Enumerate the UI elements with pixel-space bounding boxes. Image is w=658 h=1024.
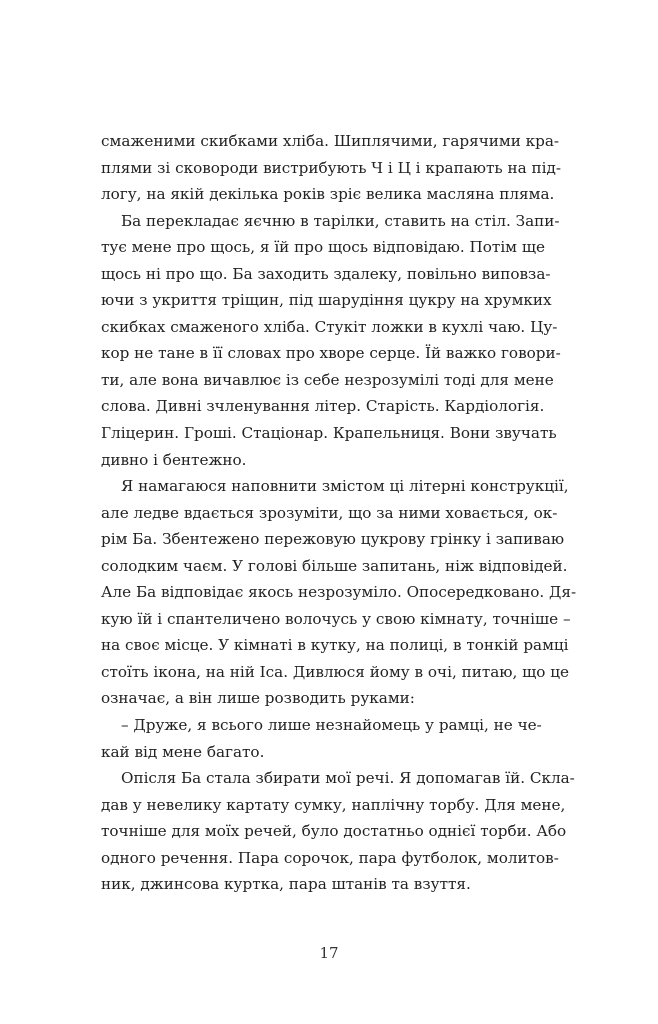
text-line: – Друже, я всього лише незнайомець у рамці, не че- [121,716,542,735]
text-line: Але Ба відповідає якось незрозуміло. Опосередковано. Дя- [101,583,577,602]
text-line: кай від мене багато. [101,742,265,761]
text-line: ти, але вона вичавлює із себе незрозумілі тоді для мене [101,370,554,389]
text-line: стоїть ікона, на ній Іса. Дивлюся йому в очі, питаю, що це [101,662,570,681]
text-line: дав у невелику картату сумку, наплічну торбу. Для мене, [101,795,566,814]
text-line: рім Ба. Збентежено пережовую цукрову грінку і запиваю [101,530,565,549]
text-line: ник, джинсова куртка, пара штанів та взуття. [101,875,471,894]
text-line: тує мене про щось, я їй про щось відповідаю. Потім ще [101,238,545,257]
body-text [101,128,577,898]
text-line: на своє місце. У кімнаті в кутку, на полиці, в тонкій рамці [101,636,569,655]
text-line: скибках смаженого хліба. Стукіт ложки в кухлі чаю. Цу- [101,317,558,336]
page-number: 17 [319,944,339,962]
text-line: Ба перекладає яєчню в тарілки, ставить на стіл. Запи- [121,211,560,230]
text-line: плями зі сковороди вистрибують Ч і Ц і крапають на під- [101,158,561,177]
text-line: Я намагаюся наповнити змістом ці літерні конструкції, [121,477,569,496]
text-line: дивно і бентежно. [101,450,247,469]
text-line: Гліцерин. Гроші. Стаціонар. Крапельниця. Вони звучать [101,424,557,443]
text-line: одного речення. Пара сорочок, пара футболок, молитов- [101,848,559,867]
text-line: слова. Дивні зчленування літер. Старість. Кардіологія. [101,397,545,416]
text-line: кую їй і спантеличено волочусь у свою кімнату, точніше – [101,609,571,628]
text-line: означає, а він лише розводить руками: [101,689,415,708]
text-line: Опісля Ба стала збирати мої речі. Я допомагав їй. Скла- [121,769,575,788]
text-line: але ледве вдається зрозуміти, що за ними ховається, ок- [101,503,558,522]
text-line: смаженими скибками хліба. Шиплячими, гарячими кра- [101,132,560,150]
text-line: кор не тане в її словах про хворе серце. Їй важко говори- [101,344,561,363]
text-line: солодким чаєм. У голові більше запитань, ніж відповідей. [101,556,568,575]
text-line: щось ні про що. Ба заходить здалеку, повільно виповза- [101,264,551,283]
text-line: ючи з укриття тріщин, під шарудіння цукру на хрумких [101,291,552,310]
text-line: логу, на якій декілька років зріє велика масляна пляма. [101,185,555,204]
text-line: точніше для моїх речей, було достатньо однієї торби. Або [101,822,567,841]
